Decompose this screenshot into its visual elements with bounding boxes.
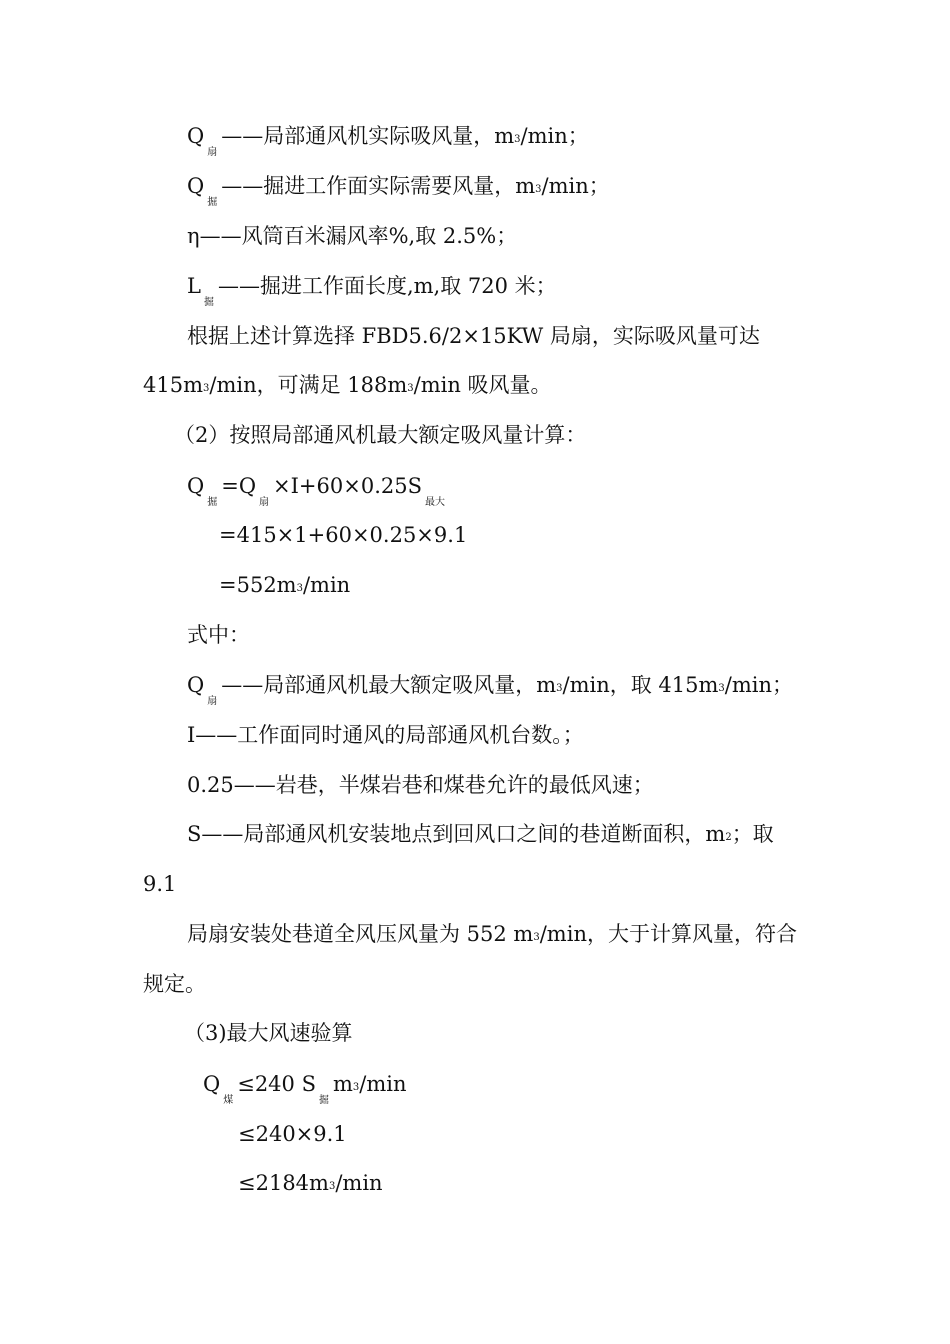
text-line [187,472,449,508]
text-line [143,870,176,898]
text-run: /min [359,1072,407,1096]
text-run: m [332,1072,353,1096]
subscript: 最大 [424,497,445,508]
text-run: /min，大于计算风量，符合 [539,922,797,946]
text-line [238,1120,347,1148]
text-line [187,721,584,749]
superscript: 3 [514,134,521,145]
subscript: 扇 [207,696,218,707]
superscript: 3 [352,1082,360,1093]
text-line [219,521,467,549]
superscript: 3 [407,383,414,394]
superscript: 3 [328,1181,336,1192]
text-line [143,371,552,404]
text-run: ；取 [731,822,774,846]
text-line [203,1070,407,1106]
superscript: 2 [725,832,732,843]
subscript: 掘 [203,297,214,308]
text-line [187,222,517,250]
text-line [219,571,350,604]
text-run: 根据上述计算选择 FBD5.6/2×15KW 局扇，实际吸风量可达 [187,324,760,348]
text-run: ——掘进工作面长度,m,取 720 米； [217,274,557,298]
superscript: 3 [533,932,540,943]
text-run: /min； [724,673,794,697]
text-run: 9.1 [143,872,177,896]
text-line [187,322,760,350]
text-run: Q [203,1072,221,1096]
text-run: /min； [520,124,589,148]
text-line [187,172,610,208]
text-line [238,1169,383,1202]
text-line [187,920,797,953]
text-run: η——风筒百米漏风率%,取 2.5%； [187,224,518,248]
text-run: ≤240×9.1 [238,1122,347,1146]
text-run: ≤2184m [238,1171,329,1195]
text-line [187,671,794,707]
superscript: 3 [203,383,210,394]
text-run: ——掘进工作面实际需要风量，m [221,174,536,198]
text-run: =415×1+60×0.25×9.1 [219,523,468,547]
text-run: ——局部通风机实际吸风量，m [221,124,515,148]
superscript: 3 [556,683,563,694]
text-run: /min，取 415m [562,673,719,697]
text-run: 规定。 [143,972,206,996]
subscript: 掘 [207,197,218,208]
text-run: /min，可满足 188m [209,373,408,397]
text-run: L [187,274,201,298]
text-line [184,1019,353,1047]
subscript: 掘 [318,1095,329,1106]
text-run: ≤240 S [237,1072,316,1096]
text-run: =Q [221,474,257,498]
text-run: /min； [541,174,610,198]
superscript: 3 [296,583,303,594]
text-line [143,970,206,998]
text-run: S——局部通风机安装地点到回风口之间的巷道断面积，m [187,822,726,846]
text-run: /min 吸风量。 [413,373,552,397]
text-line [187,122,589,158]
superscript: 3 [718,683,725,694]
subscript: 掘 [207,497,218,508]
text-line [187,621,250,649]
text-run: 局扇安装处巷道全风压风量为 552 m [187,922,534,946]
text-line [187,272,557,308]
text-run: ×Ⅰ+60×0.25S [273,474,422,498]
text-run: ——局部通风机最大额定吸风量，m [221,673,557,697]
subscript: 煤 [223,1095,234,1106]
text-run: =552m [219,573,297,597]
text-run: /min [335,1171,383,1195]
text-run: 415m [143,373,203,397]
text-run: Q [187,474,205,498]
text-run: I——工作面同时通风的局部通风机台数。； [187,723,584,747]
subscript: 扇 [259,497,270,508]
text-run: Q [187,124,205,148]
text-run: （3)最大风速验算 [184,1021,353,1045]
text-line [174,421,586,449]
text-run: 0.25——岩巷，半煤岩巷和煤巷允许的最低风速； [187,773,654,797]
text-line [187,771,654,799]
text-run: （2）按照局部通风机最大额定吸风量计算： [174,423,587,447]
superscript: 3 [535,184,542,195]
subscript: 扇 [207,147,218,158]
text-run: /min [302,573,351,597]
text-run: Q [187,673,205,697]
text-run: Q [187,174,205,198]
text-run: 式中： [187,623,250,647]
text-line [187,820,774,853]
